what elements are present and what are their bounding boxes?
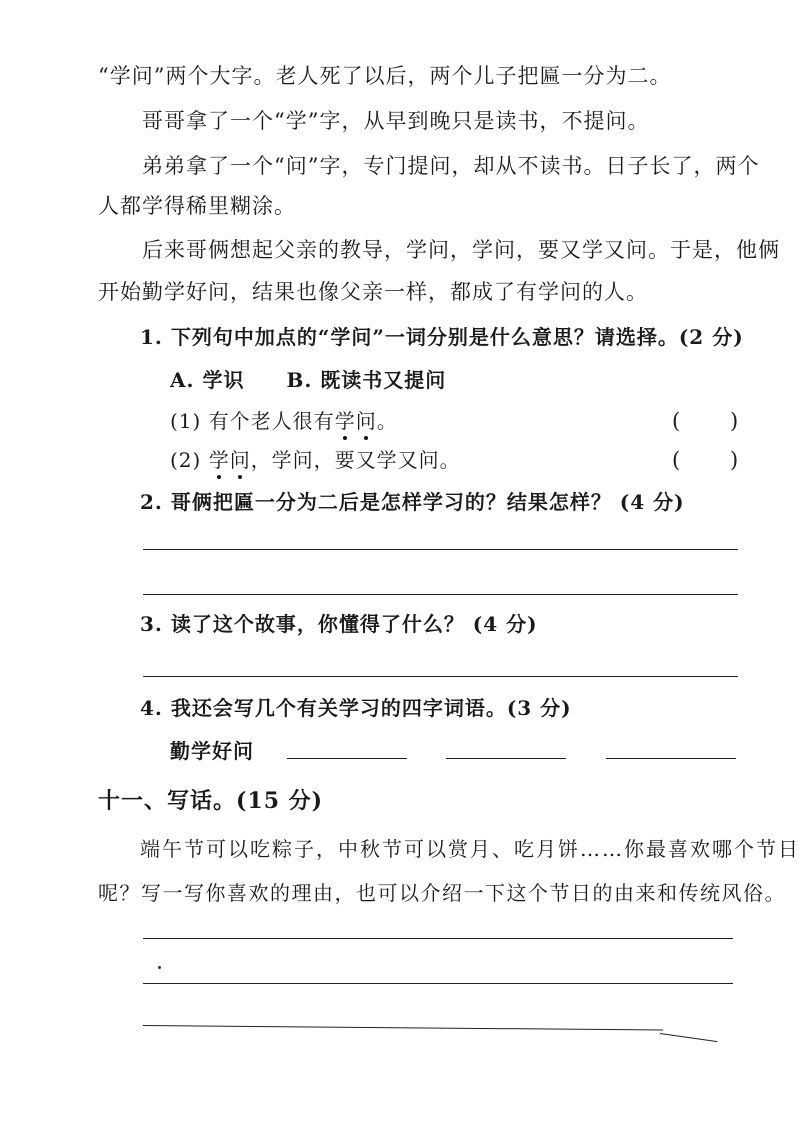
question-1-prompt: 1. 下列句中加点的“学问”一词分别是什么意思？请选择。(2 分): [140, 325, 744, 349]
writing-line-1[interactable]: [143, 938, 733, 939]
dotted-char-wen: 问: [355, 409, 377, 433]
question-3-prompt: 3. 读了这个故事，你懂得了什么？ (4 分): [140, 612, 538, 636]
item-1-text-after: 。: [376, 409, 398, 433]
question-1-item-1: [170, 407, 398, 435]
answer-blank-q4-3[interactable]: [606, 758, 736, 759]
answer-paren-open-2: (: [672, 448, 681, 472]
dotted-char-wen: 问: [229, 448, 251, 472]
answer-blank-1[interactable]: [686, 407, 726, 435]
answer-blank-q4-2[interactable]: [446, 758, 566, 759]
passage-line-6: 开始勤学好问，结果也像父亲一样，都成了有学问的人。: [98, 280, 648, 304]
passage-line-3: 弟弟拿了一个“问”字，专门提问，却从不读书。日子长了，两个: [142, 154, 760, 178]
question-4-prompt: 4. 我还会写几个有关学习的四字词语。(3 分): [140, 696, 572, 720]
stray-ink-dot: [158, 966, 161, 969]
answer-line-q3[interactable]: [143, 676, 738, 677]
answer-paren-open-1: (: [672, 409, 681, 433]
answer-line-q2-2[interactable]: [143, 594, 738, 595]
question-1-options: A. 学识 B. 既读书又提问: [170, 368, 447, 392]
item-2-text-after: ，学问，要又学又问。: [250, 448, 461, 472]
question-4-example-word: 勤学好问: [170, 739, 254, 763]
answer-blank-q4-1[interactable]: [287, 758, 407, 759]
passage-line-2: 哥哥拿了一个“学”字，从早到晚只是读书，不提问。: [142, 109, 650, 133]
section-11-line-1: 端午节可以吃粽子，中秋节可以赏月、吃月饼……你最喜欢哪个节日: [140, 837, 800, 861]
answer-paren-close-1: ): [730, 409, 739, 433]
answer-blank-2[interactable]: [686, 446, 726, 474]
writing-line-3-tail: [660, 1033, 718, 1042]
writing-line-2[interactable]: [143, 983, 733, 984]
passage-line-5: 后来哥俩想起父亲的教导，学问，学问，要又学又问。于是，他俩: [142, 238, 780, 262]
passage-line-4: 人都学得稀里糊涂。: [98, 194, 296, 218]
answer-paren-close-2: ): [730, 448, 739, 472]
passage-line-1: “学问”两个大字。老人死了以后，两个儿子把匾一分为二。: [98, 64, 672, 88]
answer-line-q2-1[interactable]: [143, 549, 738, 550]
writing-line-3[interactable]: [143, 1025, 663, 1031]
section-11-heading: 十一、写话。(15 分): [98, 788, 324, 814]
item-2-text-before: (2): [170, 448, 209, 472]
question-1-item-2: [170, 446, 461, 474]
dotted-char-xue: 学: [334, 409, 356, 433]
dotted-char-xue: 学: [208, 448, 230, 472]
section-11-line-2: 呢？写一写你喜欢的理由，也可以介绍一下这个节日的由来和传统风俗。: [98, 881, 786, 905]
question-2-prompt: 2. 哥俩把匾一分为二后是怎样学习的？结果怎样？ (4 分): [140, 490, 685, 514]
item-1-text-before: (1) 有个老人很有: [170, 409, 335, 433]
